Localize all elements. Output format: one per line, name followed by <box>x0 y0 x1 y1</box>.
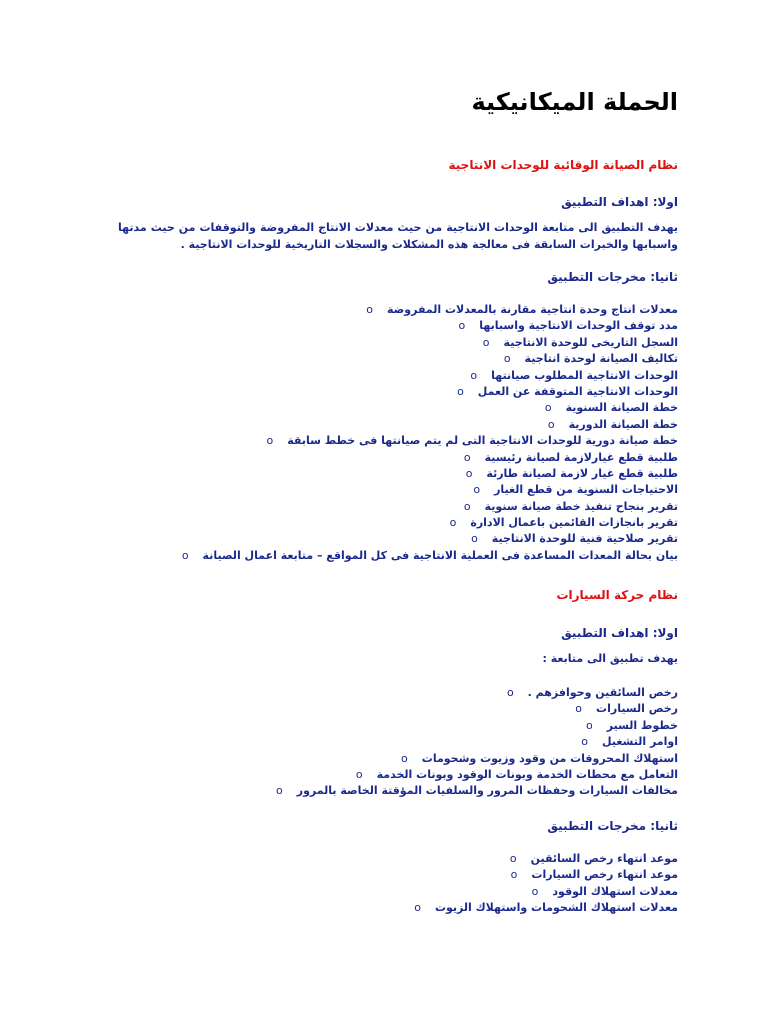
list-item-text: خطة صيانة دورية للوحدات الانتاجية التى لم يتم صيانتها فى خطط سابقة <box>287 434 678 448</box>
list-item-text: تكاليف الصيانة لوحدة انتاجية <box>524 352 678 366</box>
list-item-text: الوحدات الانتاجية المطلوب صيانتها <box>491 368 678 382</box>
outputs-list-maintenance <box>182 302 678 564</box>
bullet-circle-icon: o <box>266 434 274 448</box>
objectives-intro-vehicles: يهدف تطبيق الى متابعة : <box>542 652 678 665</box>
outputs-heading-vehicles: ثانيا: مخرجات التطبيق <box>547 819 678 833</box>
bullet-circle-icon: o <box>544 401 552 415</box>
list-item <box>414 867 678 883</box>
bullet-circle-icon: o <box>470 368 478 382</box>
bullet-circle-icon: o <box>463 450 471 464</box>
list-item-text: السجل التاريخى للوحدة الانتاجية <box>503 335 678 349</box>
list-item <box>182 482 678 498</box>
outputs-heading-maintenance: ثانيا: مخرجات التطبيق <box>547 270 678 284</box>
list-item-text: الوحدات الانتاجية المتوقفة عن العمل <box>477 384 678 398</box>
bullet-circle-icon: o <box>473 483 481 497</box>
list-item-text: رخص السائقين وحوافزهم . <box>527 686 678 699</box>
list-item-text: خطوط السير <box>606 718 678 732</box>
list-item <box>276 685 678 701</box>
list-item-text: مخالفات السيارات وحفظات المرور والسلفيات المؤقتة الخاصة بالمرور <box>296 784 678 798</box>
list-item <box>276 734 678 750</box>
list-item <box>276 701 678 717</box>
objectives-heading-vehicles: اولا: اهداف التطبيق <box>561 626 678 640</box>
page-title: الحملة الميكانيكية <box>471 88 678 116</box>
bullet-circle-icon: o <box>482 335 490 349</box>
list-item-text: معدلات استهلاك الوقود <box>552 884 678 898</box>
list-item <box>414 851 678 867</box>
outputs-list-vehicles <box>414 851 678 917</box>
bullet-circle-icon: o <box>575 702 583 716</box>
bullet-circle-icon: o <box>510 868 518 882</box>
list-item-text: موعد انتهاء رخص السائقين <box>530 852 678 865</box>
list-item <box>276 751 678 767</box>
list-item-text: خطة الصيانة الدورية <box>568 417 678 431</box>
list-item <box>414 900 678 916</box>
list-item-text: معدلات انتاج وحدة انتاجية مقارنة بالمعدلات المفروضة <box>386 303 678 316</box>
bullet-circle-icon: o <box>463 499 471 513</box>
list-item <box>414 884 678 900</box>
list-item <box>182 531 678 547</box>
list-item <box>276 783 678 799</box>
bullet-circle-icon: o <box>586 718 593 732</box>
bullet-circle-icon: o <box>414 901 421 915</box>
bullet-circle-icon: o <box>531 884 539 898</box>
list-item-text: رخص السيارات <box>596 702 678 716</box>
objectives-heading-maintenance: اولا: اهداف التطبيق <box>561 195 678 209</box>
bullet-circle-icon: o <box>506 686 514 699</box>
list-item-text: طلبية قطع غيار لازمة لصيانة طارئة <box>486 466 678 480</box>
bullet-circle-icon: o <box>503 352 511 366</box>
list-item <box>182 318 678 334</box>
list-item <box>182 433 678 449</box>
objectives-list-vehicles <box>276 685 678 800</box>
list-item <box>182 384 678 400</box>
bullet-circle-icon: o <box>509 852 517 865</box>
bullet-circle-icon: o <box>449 516 457 530</box>
list-item <box>276 767 678 783</box>
list-item <box>182 466 678 482</box>
list-item-text: التعامل مع محطات الخدمة وبونات الوقود وبونات الخدمة <box>376 767 678 781</box>
list-item-text: تقرير بانجازات القائمين باعمال الادارة <box>470 516 678 530</box>
list-item-text: بيان بحالة المعدات المساعدة فى العملية الانتاجية فى كل المواقع – متابعة اعمال الصيانة <box>202 548 678 562</box>
bullet-circle-icon: o <box>547 417 555 431</box>
bullet-circle-icon: o <box>276 784 283 798</box>
bullet-circle-icon: o <box>457 384 464 398</box>
bullet-circle-icon: o <box>581 735 589 749</box>
list-item-text: استهلاك المحروقات من وقود وزيوت وشحومات <box>421 751 678 765</box>
list-item-text: معدلات استهلاك الشحومات واستهلاك الزيوت <box>434 901 678 915</box>
objectives-paragraph-maintenance: يهدف التطبيق الى متابعة الوحدات الانتاجية من حيث معدلات الانتاج المفروضة والتوقفات من حيث مدتها واسبابها والخبرات السابقة فى معالجة هذه المشكلات والسجلات التاريخية للوحدات الانتاجية . <box>118 221 678 251</box>
bullet-circle-icon: o <box>401 751 408 765</box>
list-item <box>182 548 678 564</box>
list-item-text: تقرير صلاحية فنية للوحدة الانتاجية <box>491 532 678 546</box>
list-item <box>182 368 678 384</box>
list-item <box>182 400 678 416</box>
list-item <box>182 515 678 531</box>
list-item <box>182 417 678 433</box>
list-item-text: موعد انتهاء رخص السيارات <box>531 868 678 882</box>
bullet-circle-icon: o <box>465 466 473 480</box>
bullet-circle-icon: o <box>366 303 373 316</box>
list-item <box>182 335 678 351</box>
list-item <box>182 450 678 466</box>
list-item-text: مدد توقف الوحدات الانتاجية واسبابها <box>479 319 678 333</box>
list-item <box>182 351 678 367</box>
list-item <box>182 499 678 515</box>
list-item-text: طلبية قطع غيارلازمة لصيانة رئيسية <box>484 450 678 464</box>
bullet-circle-icon: o <box>458 319 466 333</box>
list-item-text: اوامر التشغيل <box>602 735 678 749</box>
section-heading-maintenance: نظام الصيانة الوقائية للوحدات الانتاجية <box>448 158 678 172</box>
section-heading-vehicles: نظام حركة السيارات <box>556 588 678 602</box>
list-item <box>182 302 678 318</box>
list-item-text: الاحتياجات السنوية من قطع الغيار <box>494 483 678 497</box>
list-item-text: خطة الصيانة السنوية <box>565 401 678 415</box>
list-item <box>276 718 678 734</box>
bullet-circle-icon: o <box>181 548 189 562</box>
list-item-text: تقرير بنجاح تنفيذ خطة صيانة سنوية <box>484 499 678 513</box>
bullet-circle-icon: o <box>355 767 363 781</box>
bullet-circle-icon: o <box>471 532 478 546</box>
